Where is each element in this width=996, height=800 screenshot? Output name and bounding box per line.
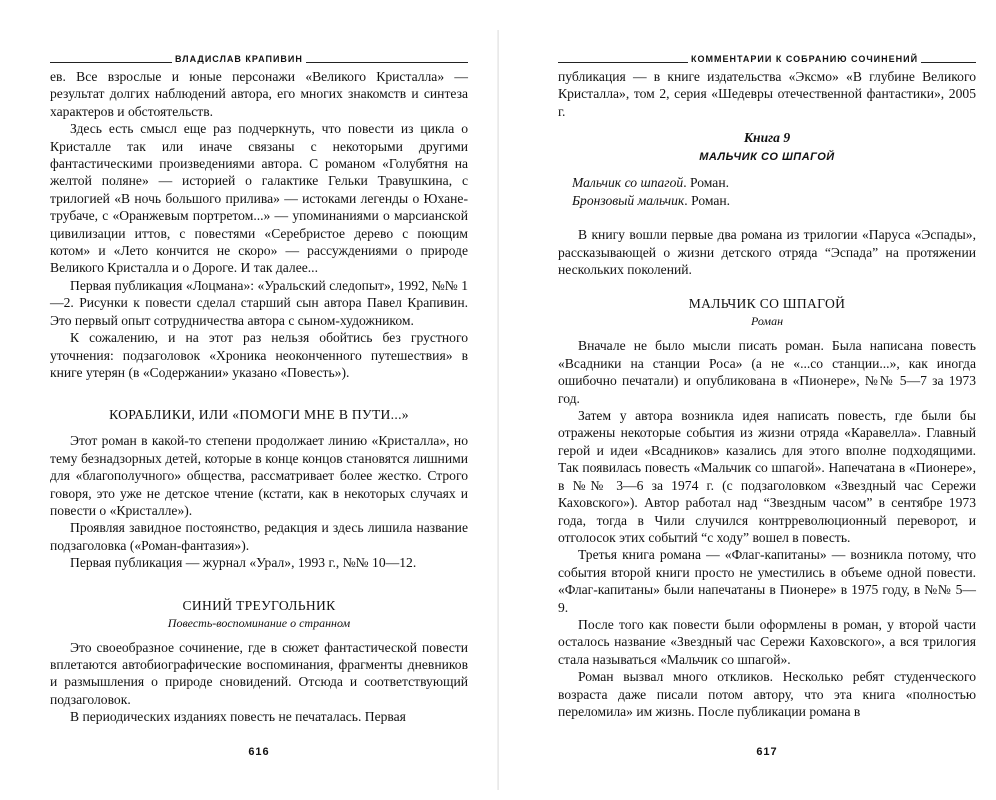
left-page-body xyxy=(50,68,468,726)
book-number-label: Книга 9 xyxy=(743,130,791,146)
running-head-section: КОММЕНТАРИИ К СОБРАНИЮ СОЧИНЕНИЙ xyxy=(688,54,921,64)
section-heading-korabliki: КОРАБЛИКИ, ИЛИ «ПОМОГИ МНЕ В ПУТИ...» xyxy=(109,407,409,423)
section-heading-malchik: МАЛЬЧИК СО ШПАГОЙ xyxy=(688,296,846,312)
paragraph: Роман вызвал много откликов. Несколько ребят студенческого возраста даже писали потом автору, что эта книга «полностью переломила» им жизнь. После публикации романа в xyxy=(558,669,976,719)
paragraph: публикация — в книге издательства «Эксмо» «В глубине Великого Кристалла», том 2, серия «Шедевры отечественной фантастики», 2005 г. xyxy=(558,69,976,119)
section-heading-treugolnik: СИНИЙ ТРЕУГОЛЬНИК xyxy=(182,597,336,613)
paragraph: После того как повести были оформлены в роман, у второй части осталось название «Звездный час Сережи Каховского», а вся трилогия стала называться «Мальчик со шпагой». xyxy=(558,616,976,667)
paragraph: Первая публикация «Лоцмана»: «Уральский следопыт», 1992, №№ 1—2. Рисунки к повести сделал старший сын автора Павел Крапивин. Это первый опыт сотрудничества автора с сыном-художником. xyxy=(50,277,468,328)
running-head-author: ВЛАДИСЛАВ КРАПИВИН xyxy=(172,54,306,64)
paragraph: В периодических изданиях повесть не печаталась. Первая xyxy=(70,709,406,725)
running-head-right xyxy=(558,50,976,63)
page-number-left: 616 xyxy=(248,746,270,758)
right-page-body xyxy=(558,68,976,720)
paragraph: Затем у автора возникла идея написать повесть, где были бы отражены некоторые события из жизни отряда «Каравелла». Главный герой и идеи «Всадников» казались для этого вполне подходящими. Так появилась повесть «Мальчик со шпагой». Напечатана в «Пионере», в №№ 3—6 за 1974 г. (с подзаголовком «Звездный час Сережи Каховского»). Автор работал над “Звездным часом” в сентябре 1973 года, тогда в Чили случился контрреволюционный переворот, и отголосок этих событий “с ходу” вошел в повесть. xyxy=(558,408,976,545)
section-subtitle-malchik: Роман xyxy=(750,314,784,329)
contents-line xyxy=(558,174,976,192)
left-page xyxy=(50,0,468,800)
paragraph: Третья книга романа — «Флаг-капитаны» — возникла потому, что события второй книги просто не уместились в объеме одной повести. «Флаг-капитаны» были напечатаны в Пионере» в 1975 году, в №№ 5—9. xyxy=(558,547,976,615)
paragraph: Это своеобразное сочинение, где в сюжет фантастической повести вплетаются автобиографические воспоминания, фрагменты дневников и размышления о природе сновидений. Отсюда и соответствующий подзаголовок. xyxy=(50,639,468,707)
book-title: МАЛЬЧИК СО ШПАГОЙ xyxy=(699,151,835,164)
paragraph: Проявляя завидное постоянство, редакция и здесь лишила название подзаголовка («Роман-фантазия»). xyxy=(50,520,468,553)
paragraph: Вначале не было мысли писать роман. Была написана повесть «Всадники на станции Роса» (а не «...со станции...», как иногда ошибочно печатали) и опубликована в «Пионере», №№ 5—7 за 1973 год. xyxy=(558,338,976,406)
work-title: Мальчик со шпагой xyxy=(572,175,684,191)
paragraph: Здесь есть смысл еще раз подчеркнуть, что повести из цикла о Кристалле так или иначе связаны с некоторыми другими фантастическими произведениями автора. С романом «Голубятня на желтой поляне» — историей о галактике Гельки Травушкина, с трилогией «В ночь большого прилива» — истоками легенды о Юхане-трубаче, с «Оранжевым портретом...» — упоминаниями о марсианской цивилизации иттов, с повестями «Серебристое дерево с поющим котом» и «Лето кончится не скоро» — рассуждениями о природе Великого Кристалла и о Дороге. И так далее... xyxy=(50,121,468,276)
paragraph: Первая публикация — журнал «Урал», 1993 г., №№ 10—12. xyxy=(70,555,417,571)
work-kind: . Роман. xyxy=(684,193,731,209)
running-head-left xyxy=(50,50,468,63)
section-subtitle-treugolnik: Повесть-воспоминание о странном xyxy=(167,615,351,630)
page-number-right: 617 xyxy=(756,746,778,758)
book-spine xyxy=(497,30,499,790)
paragraph: В книгу вошли первые два романа из трилогии «Паруса «Эспады», рассказывающей о жизни детского отряда “Эспада” на протяжении нескольких поколений. xyxy=(558,227,976,278)
right-page xyxy=(558,0,976,800)
paragraph: К сожалению, и на этот раз нельзя обойтись без грустного уточнения: подзаголовок «Хроника неоконченного путешествия» в книге утерян (в «Содержании» указано «Повесть»). xyxy=(50,330,468,380)
work-kind: . Роман. xyxy=(683,175,729,191)
paragraph: ев. Все взрослые и юные персонажи «Великого Кристалла» — результат долгих наблюдений автора, его многих знакомств и синтеза характеров и обстоятельств. xyxy=(50,69,468,119)
work-title: Бронзовый мальчик xyxy=(572,193,685,209)
contents-line xyxy=(558,192,976,210)
paragraph: Этот роман в какой-то степени продолжает линию «Кристалла», но тему безнадзорных детей, которые в конце концов становятся лишними для «благополучного» общества, рассматривает более жестко. Строго говоря, это уже не детское чтение (кстати, как в некоторых случаях и повести о «Кристалле»). xyxy=(50,433,468,518)
